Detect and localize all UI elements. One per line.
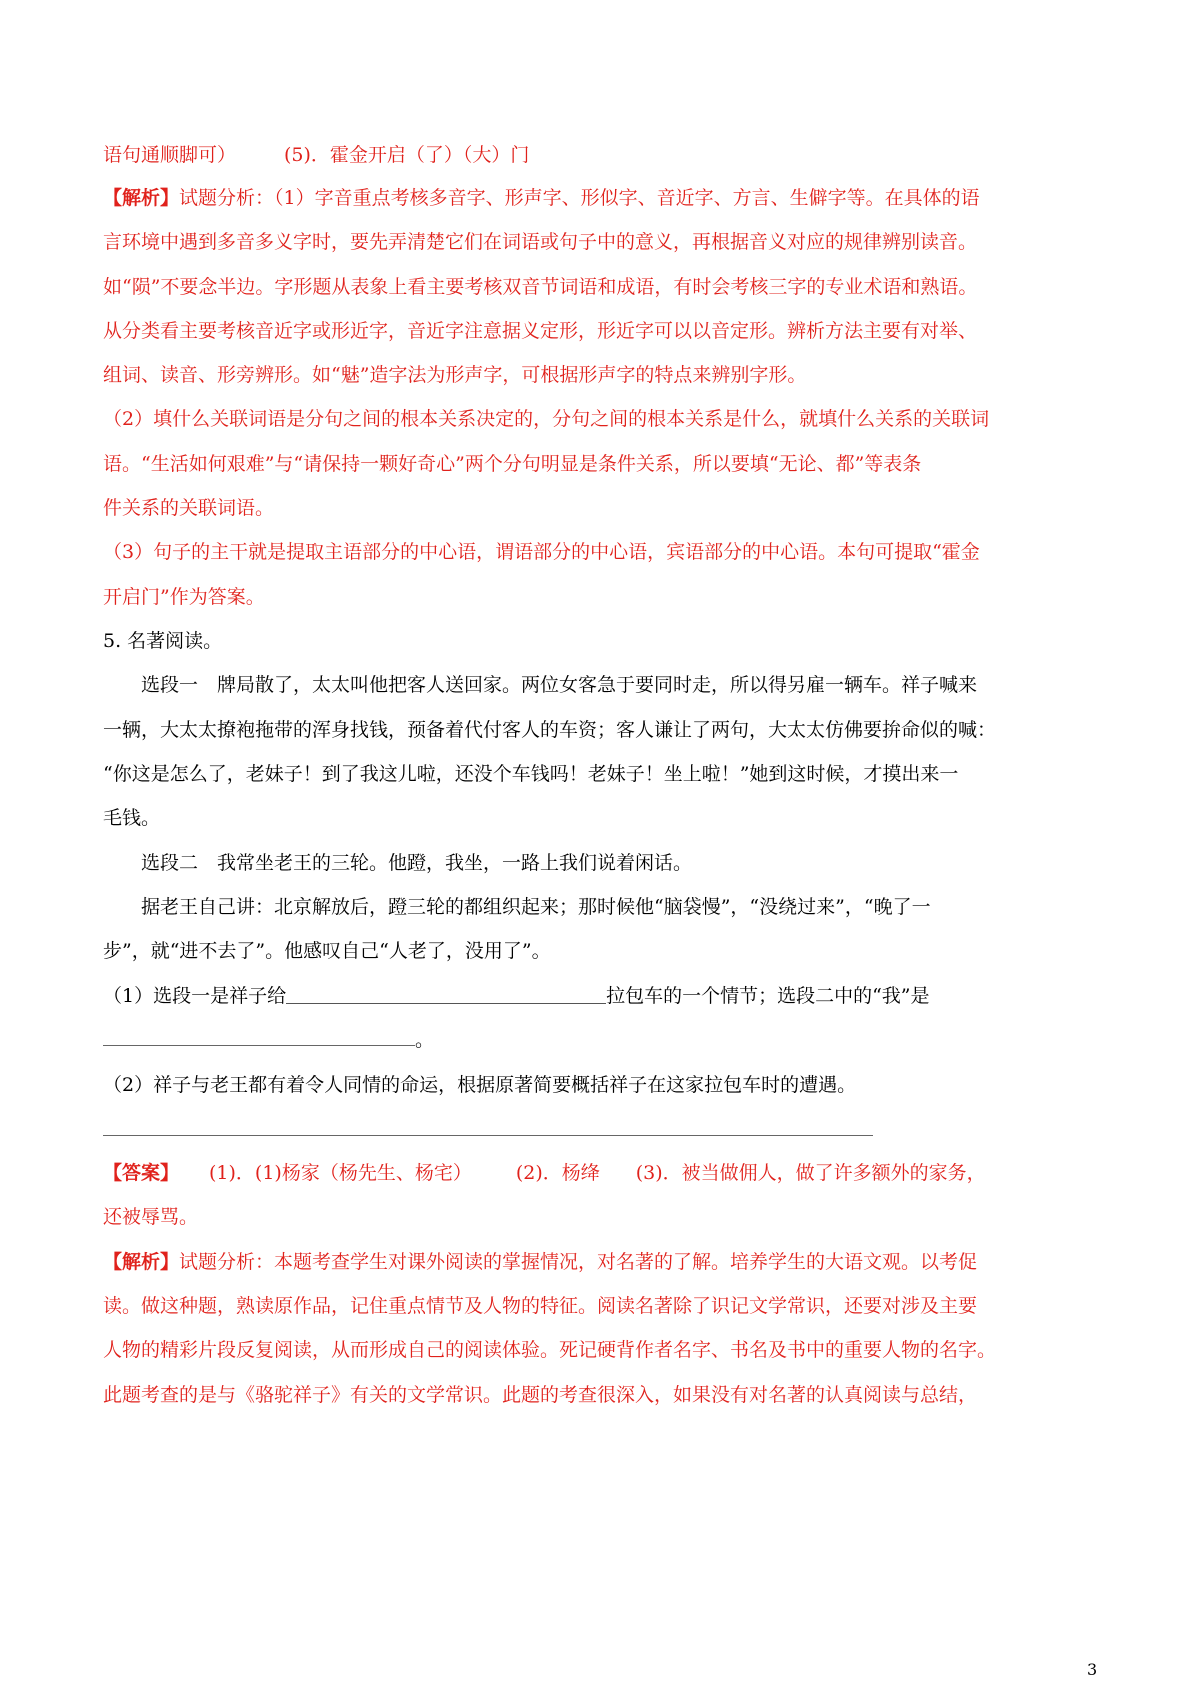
text-segment: 语句通顺脚可） <box>103 144 237 166</box>
analysis-line: （3）句子的主干就是提取主语部分的中心语，谓语部分的中心语，宾语部分的中心语。本句可提取“霍金 <box>103 541 980 563</box>
analysis-line: 如“陨”不要念半边。字形题从表象上看主要考核双音节词语和成语，有时会考核三字的专业术语和熟语。 <box>103 276 978 298</box>
answer-line: 还被辱骂。 <box>103 1206 199 1228</box>
text-segment: 。 <box>415 1029 435 1051</box>
answer-line <box>103 142 529 168</box>
analysis-tag: 【解析】 <box>103 1251 180 1273</box>
analysis-line: 开启门”作为答案。 <box>103 586 265 608</box>
analysis-line: 读。做这种题，熟读原作品，记住重点情节及人物的特征。阅读名著除了识记文学常识，还要对涉及主要 <box>103 1295 978 1317</box>
text-segment: 拉包车的一个情节；选段二中的“我”是 <box>606 985 930 1007</box>
answer-blank <box>103 1045 415 1046</box>
passage-line: “你这是怎么了，老妹子！到了我这儿啦，还没个车钱吗！老妹子！坐上啦！”她到这时候，才摸出来一 <box>103 763 959 785</box>
text-segment: (3)．被当做佣人，做了许多额外的家务， <box>635 1162 986 1184</box>
answer-blank <box>103 1135 873 1136</box>
passage-line: 选段一 牌局散了，太太叫他把客人送回家。两位女客急于要同时走，所以得另雇一辆车。祥子喊来 <box>141 674 978 696</box>
analysis-line: 此题考查的是与《骆驼祥子》有关的文学常识。此题的考查很深入，如果没有对名著的认真阅读与总结， <box>103 1384 978 1406</box>
passage-line: 据老王自己讲：北京解放后，蹬三轮的都组织起来；那时候他“脑袋慢”，“没绕过来”，“晚了一 <box>141 896 931 918</box>
answer-blank <box>286 983 606 1004</box>
analysis-line: （2）填什么关联词语是分句之间的根本关系决定的，分句之间的根本关系是什么，就填什么关系的关联词 <box>103 408 990 430</box>
analysis-tag: 【解析】 <box>103 187 180 209</box>
question-title: 5. 名著阅读。 <box>103 630 223 652</box>
analysis-line <box>103 185 980 211</box>
answer-tag: 【答案】 <box>103 1162 180 1184</box>
passage-line: 一辆，大太太撩袍拖带的浑身找钱，预备着代付客人的车资；客人谦让了两句，大太太仿佛要拚命似的喊： <box>103 719 997 741</box>
question-line <box>103 983 930 1009</box>
question-line: （2）祥子与老王都有着令人同情的命运，根据原著简要概括祥子在这家拉包车时的遭遇。 <box>103 1074 857 1096</box>
text-segment: （1）选段一是祥子给 <box>103 985 287 1007</box>
page-number: 3 <box>1087 1660 1098 1679</box>
passage-line: 步”，就“进不去了”。他感叹自己“人老了，没用了”。 <box>103 940 551 962</box>
text-segment: (1)．(1)杨家（杨先生、杨宅） <box>209 1162 472 1184</box>
analysis-line: 语。“生活如何艰难”与“请保持一颗好奇心”两个分句明显是条件关系，所以要填“无论、都”等表条 <box>103 453 922 475</box>
analysis-line <box>103 1249 977 1275</box>
analysis-line: 言环境中遇到多音多义字时，要先弄清楚它们在词语或句子中的意义，再根据音义对应的规律辨别读音。 <box>103 231 978 253</box>
analysis-line: 件关系的关联词语。 <box>103 497 275 519</box>
analysis-line: 人物的精彩片段反复阅读，从而形成自己的阅读体验。死记硬背作者名字、书名及书中的重要人物的名字。 <box>103 1339 997 1361</box>
passage-line: 毛钱。 <box>103 807 161 829</box>
text-segment: (5)．霍金开启（了）（大）门 <box>284 144 530 166</box>
text-segment: 试题分析：（1）字音重点考核多音字、形声字、形似字、音近字、方言、生僻字等。在具体的语 <box>179 187 980 209</box>
passage-line: 选段二 我常坐老王的三轮。他蹬，我坐，一路上我们说着闲话。 <box>141 852 693 874</box>
analysis-line: 从分类看主要考核音近字或形近字，音近字注意据义定形，形近字可以以音定形。辨析方法主要有对举、 <box>103 320 978 342</box>
text-segment: 试题分析：本题考查学生对课外阅读的掌握情况，对名著的了解。培养学生的大语文观。以考促 <box>179 1251 978 1273</box>
answer-line <box>103 1160 986 1186</box>
analysis-line: 组词、读音、形旁辨形。如“魅”造字法为形声字，可根据形声字的特点来辨别字形。 <box>103 364 807 386</box>
text-segment: (2)．杨绛 <box>515 1162 600 1184</box>
